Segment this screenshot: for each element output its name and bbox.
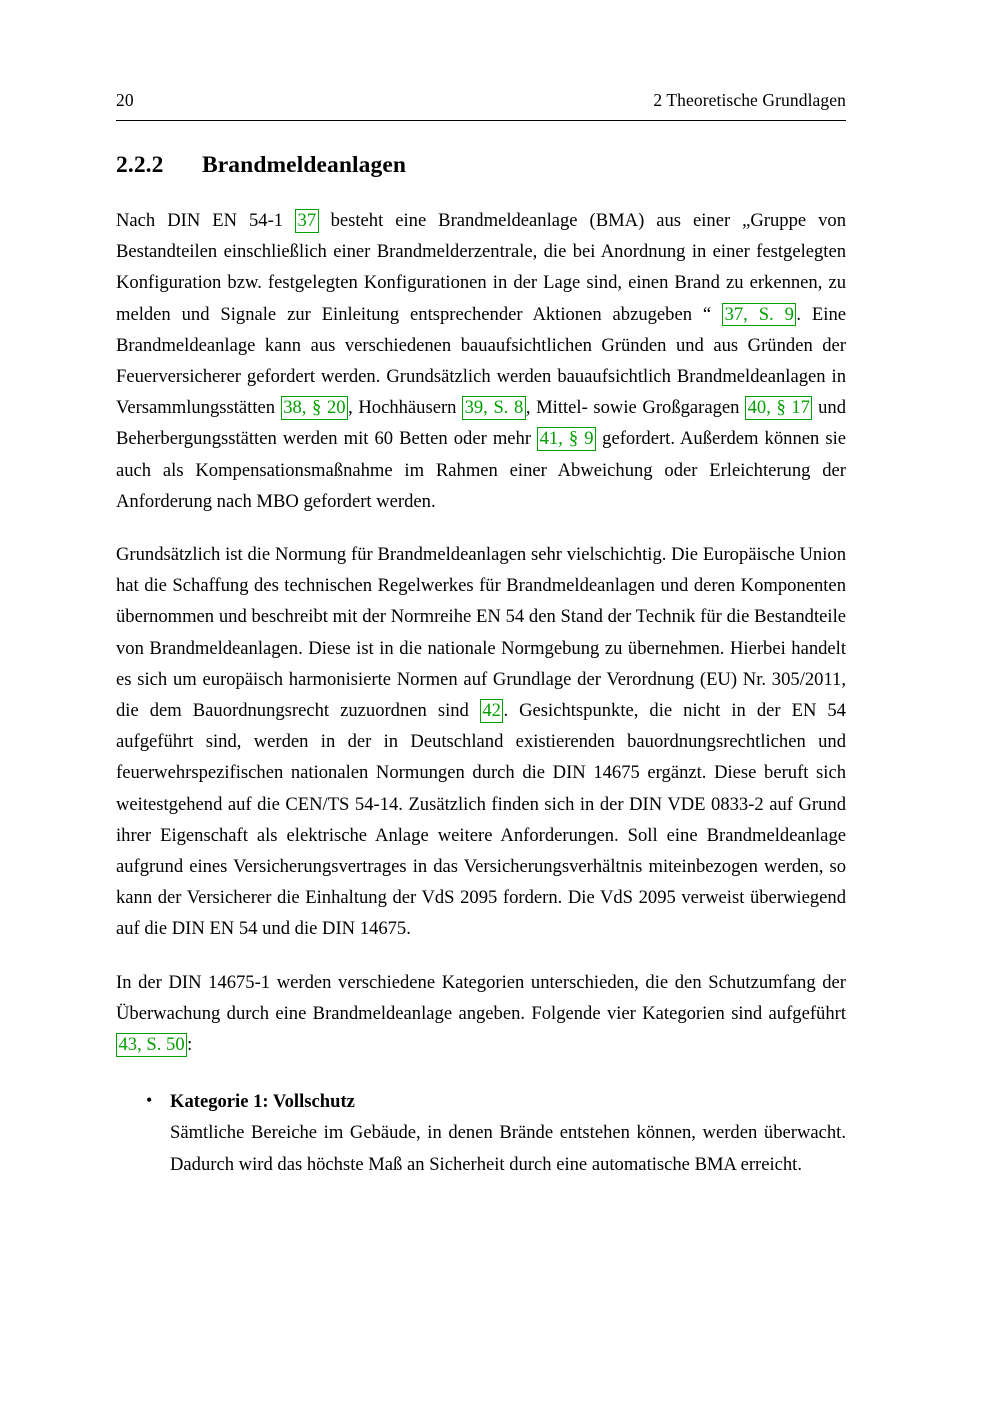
page-content — [116, 152, 846, 1198]
section-title-text: Brandmeldeanlagen — [202, 152, 407, 178]
paragraph-1 — [116, 205, 846, 517]
citation-link-40[interactable]: 40, § 17 — [745, 396, 812, 420]
p3-text-b: : — [187, 1034, 193, 1056]
section-heading — [116, 152, 846, 179]
page-header — [116, 90, 846, 111]
p2-text-a: Grundsätzlich ist die Normung für Brandmeldeanlagen sehr vielschichtig. Die Europäische Union hat die Schaffung des technischen Regelwerkes für Brandmeldeanlagen und deren Komponenten übernommen und beschreibt mit der Normreihe EN 54 den Stand der Technik für die Bestandteile von Brandmeldeanlagen. Diese ist in die nationale Normgebung zu übernehmen. Hierbei handelt es sich um europäisch harmonisierte Normen auf Grundlage der Verordnung (EU) Nr. 305/2011, die dem Bauordnungsrecht zuzuordnen sind — [116, 544, 846, 722]
list-item — [116, 1086, 846, 1180]
header-divider — [116, 120, 846, 121]
bullet-icon: • — [146, 1090, 153, 1111]
running-head-chapter: 2 Theoretische Grundlagen — [653, 90, 846, 110]
citation-link-41[interactable]: 41, § 9 — [537, 427, 596, 451]
p1-text-a: Nach DIN EN 54-1 — [116, 210, 296, 231]
p1-text-e: , Mittel- sowie Großgaragen — [525, 397, 746, 419]
p3-text-a: In der DIN 14675-1 werden verschiedene Kategorien unterschieden, die den Schutzumfang der Überwachung durch eine Brandmeldeanlage angeben. Folgende vier Kategorien sind aufgeführt — [116, 971, 846, 1024]
p1-text-d: , Hochhäusern — [348, 397, 463, 419]
citation-link-39[interactable]: 39, S. 8 — [462, 396, 526, 420]
p2-text-b: . Gesichtspunkte, die nicht in der EN 54 aufgeführt sind, werden in der in Deutschland existierenden bauordnungsrechtlichen und feuerwehrspezifischen nationalen Normungen durch die DIN 14675 ergänzt. Diese beruft sich weitestgehend auf die CEN/TS 54-14. Zusätzlich finden sich in der DIN VDE 0833-2 auf Grund ihrer Eigenschaft als elektrische Anlage weitere Anforderungen. Soll eine Brandmeldeanlage aufgrund eines Versicherungsvertrages in das Versicherungsverhältnis miteinbezogen werden, so kann der Versicherer die Einhaltung der VdS 2095 fordern. Die VdS 2095 verweist überwiegend auf die DIN EN 54 und die DIN 14675. — [116, 700, 846, 940]
list-item-title: Kategorie 1: Vollschutz — [170, 1091, 355, 1113]
citation-link-37a[interactable]: 37 — [295, 209, 319, 233]
page-number: 20 — [116, 90, 134, 110]
citation-link-38[interactable]: 38, § 20 — [281, 396, 348, 420]
p1-text-f: und Beherbergungsstätten werden mit 60 Betten oder mehr — [116, 397, 846, 450]
section-number: 2.2.2 — [116, 152, 164, 178]
p1-text-g: gefordert. Außerdem können sie auch als Kompensationsmaßnahme im Rahmen einer Abweichung oder Erleichterung der Anforderung nach MBO gefordert werden. — [116, 428, 847, 512]
citation-link-43[interactable]: 43, S. 50 — [116, 1033, 187, 1057]
p1-text-b: besteht eine Brandmeldeanlage (BMA) aus einer „Gruppe von Bestandteilen einschließlich einer Brandmelderzentrale, die bei Anordnung in einer festgelegten Konfiguration bzw. festgelegten Konfigurationen in der Lage sind, einen Brand zu erkennen, zu melden und Signale zur Einleitung entsprechender Aktionen abzugeben “ — [116, 210, 846, 325]
citation-link-37b[interactable]: 37, S. 9 — [722, 303, 796, 327]
list-item-text: Sämtliche Bereiche im Gebäude, in denen Brände entstehen können, werden überwacht. Dadurch wird das höchste Maß an Sicherheit durch eine automatische BMA erreicht. — [170, 1122, 846, 1175]
p1-text-c: . Eine Brandmeldeanlage kann aus verschiedenen bauaufsichtlichen Gründen und aus Gründen der Feuerversicherer gefordert werden. Grundsätzlich werden bauaufsichtlich Brandmeldeanlagen in Versammlungsstätten — [116, 303, 847, 419]
paragraph-3 — [116, 967, 846, 1061]
paragraph-2 — [116, 539, 846, 945]
citation-link-42[interactable]: 42 — [480, 699, 504, 723]
kategorien-list — [116, 1086, 846, 1180]
